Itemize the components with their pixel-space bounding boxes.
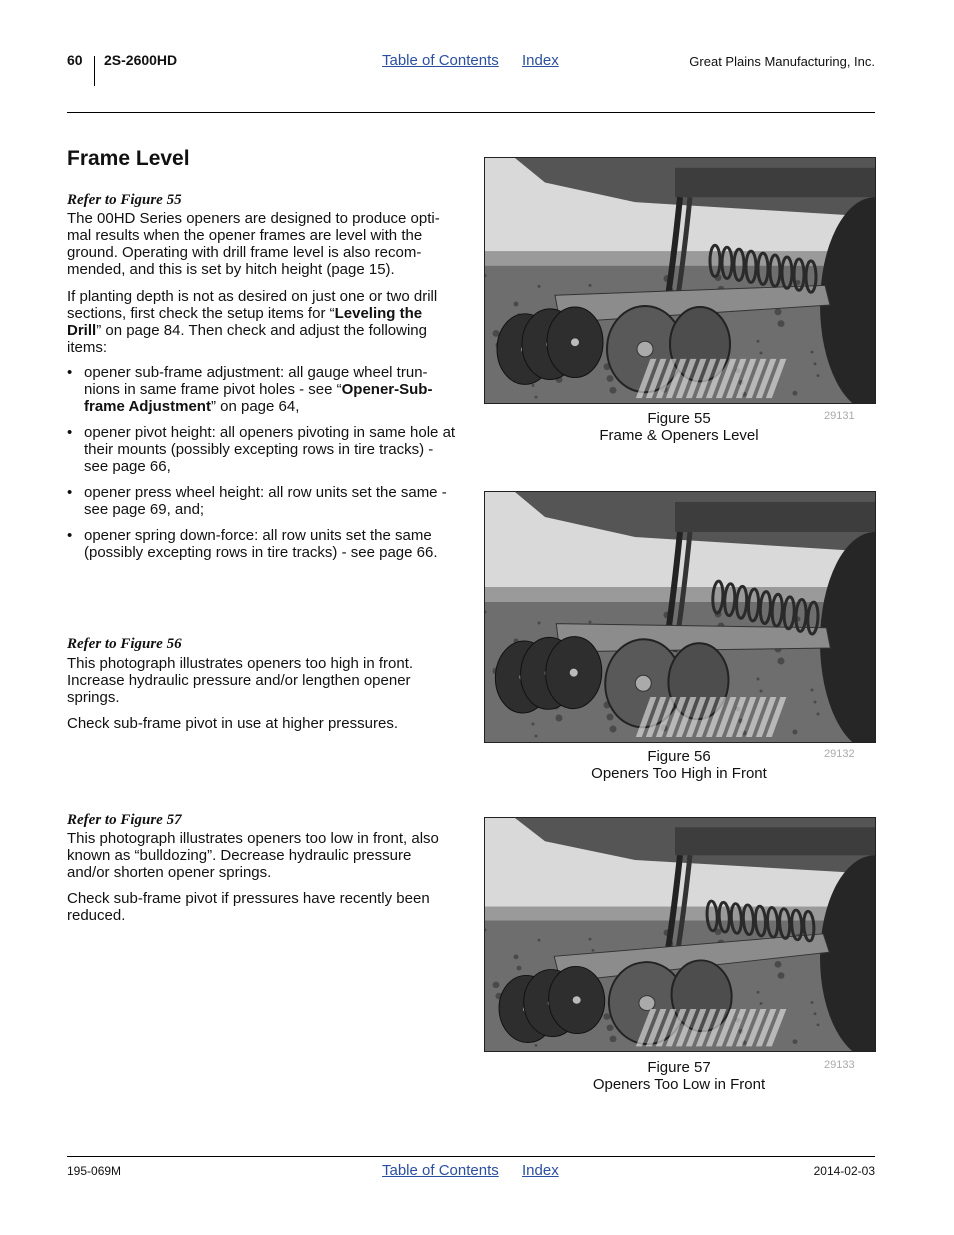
list-item-text: opener spring down-force: all row units set the same (possibly excepting rows in tire tracks) - see page 66. [84,527,438,561]
refer-figure-56: Refer to Figure 56 [67,636,182,652]
list-item [67,364,459,415]
paragraph-openers-too-low: This photograph illustrates openers too low in front, also known as “bulldozing”. Decrease hydraulic pressure and/or shorten opener springs. [67,830,439,881]
figure-55-caption [484,410,874,444]
list-item-text: ” on page 64, [210,398,300,415]
model-name: 2S-2600HD [104,52,178,68]
drill-opener-illustration [485,158,875,403]
header-index-link[interactable]: Index [522,52,559,69]
figure-57-caption [484,1059,874,1093]
drill-opener-illustration [485,818,875,1051]
figure-55-code: 29131 [824,410,855,422]
header-table-of-contents-link[interactable]: Table of Contents [382,52,499,69]
footer-divider [67,1156,875,1157]
drill-opener-illustration [485,492,875,742]
figure-label: Figure 56 [647,748,711,765]
figure-56-photo [484,491,876,743]
header-divider [67,112,875,113]
list-item [67,424,459,475]
figure-title: Openers Too Low in Front [592,1076,766,1093]
leveling-the-drill-reference: Leveling the Drill [67,305,423,339]
page-number: 60 [67,52,83,68]
figure-title: Frame & Openers Level [599,427,759,444]
footer-index-link[interactable]: Index [522,1162,559,1179]
figure-57-code: 29133 [824,1059,855,1071]
list-item-text: opener press wheel height: all row units set the same - see page 69, and; [84,484,447,518]
paragraph-text: If planting depth is not as desired on just one or two drill sections, first check the setup items for “ [67,288,438,322]
figure-label: Figure 57 [647,1059,711,1076]
figure-57-photo [484,817,876,1052]
refer-figure-55: Refer to Figure 55 [67,192,182,208]
list-item-text: opener sub-frame adjustment: all gauge wheel trun-nions in same frame pivot holes - see “ [84,364,428,398]
section-title: Frame Level [67,147,190,170]
list-item-text: opener pivot height: all openers pivoting in same hole at their mounts (possibly excepting rows in tire tracks) - see page 66, [84,424,456,475]
document-id: 195-069M [67,1164,122,1178]
paragraph-frame-level-intro: The 00HD Series openers are designed to produce opti-mal results when the opener frames are level with the ground. Operating with drill frame level is also recom-mended, and this is set by hitch height (page 15). [67,210,440,278]
footer-table-of-contents-link[interactable]: Table of Contents [382,1162,499,1179]
paragraph-subframe-pivot-high: Check sub-frame pivot in use at higher pressures. [67,715,398,732]
adjustment-checklist [67,364,459,570]
paragraph-subframe-pivot-low: Check sub-frame pivot if pressures have recently been reduced. [67,890,430,924]
paragraph-openers-too-high: This photograph illustrates openers too high in front. Increase hydraulic pressure and/or lengthen opener springs. [67,655,414,706]
list-item [67,527,459,561]
figure-label: Figure 55 [647,410,711,427]
list-item [67,484,459,518]
figure-title: Openers Too High in Front [591,765,767,782]
paragraph-text: ” on page 84. Then check and adjust the following items: [67,322,427,356]
figure-56-code: 29132 [824,748,855,760]
header-divider-vertical [94,56,95,86]
figure-55-photo [484,157,876,404]
document-date: 2014-02-03 [813,1164,875,1178]
refer-figure-57: Refer to Figure 57 [67,812,182,828]
figure-56-caption [484,748,874,782]
opener-subframe-adjustment-reference: Opener-Sub-frame Adjustment [84,381,433,415]
paragraph-planting-depth [67,288,457,356]
company-name: Great Plains Manufacturing, Inc. [689,54,875,69]
